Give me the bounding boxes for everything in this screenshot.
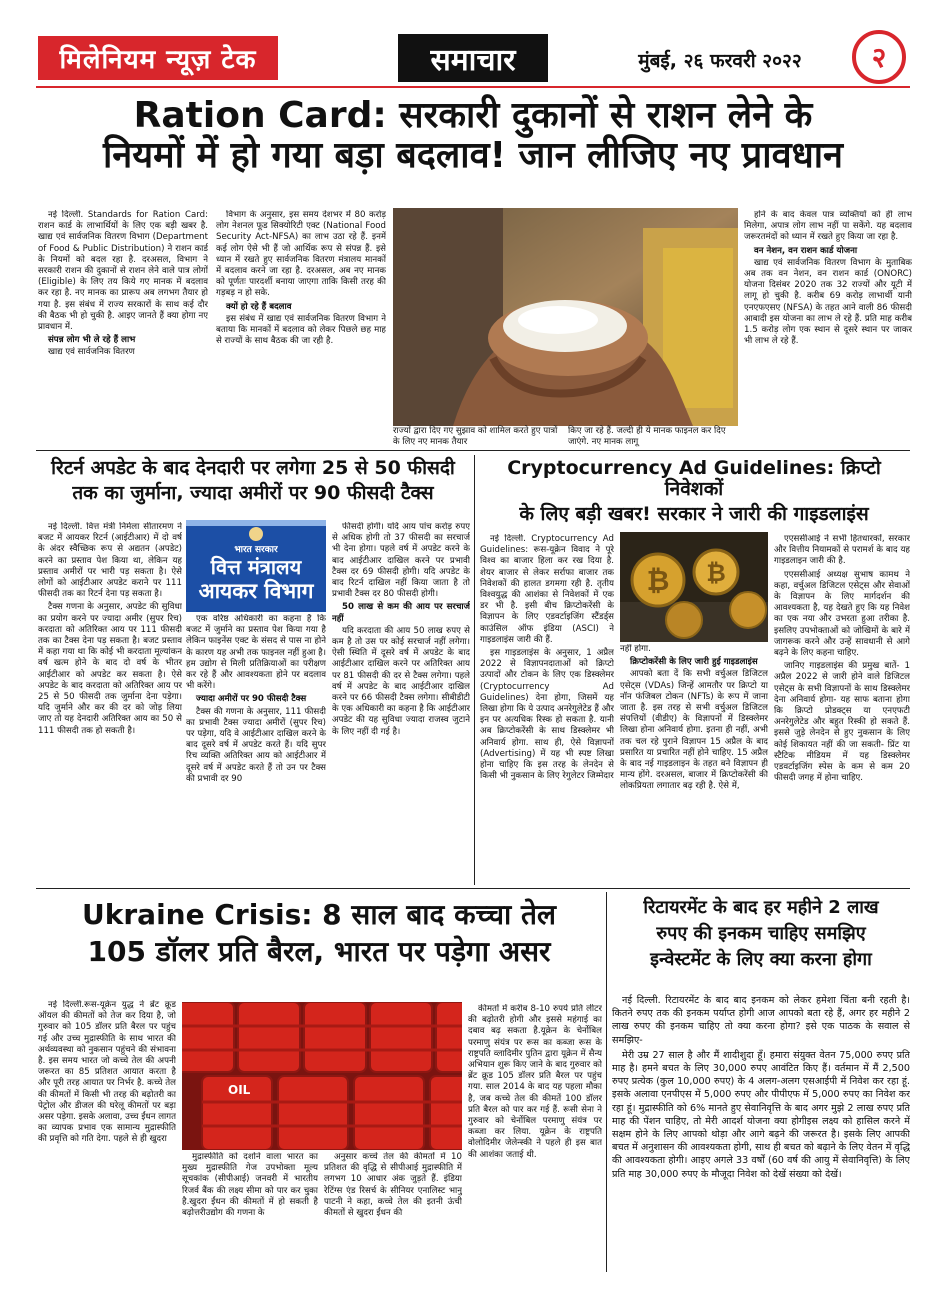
story1-col4-tail: खाद्य एवं सार्वजनिक वितरण विभाग के मुताबिक अब तक वन नेशन, वन राशन कार्ड (ONORC) योजना दिसंबर 2020 तक 32 राज्यों और यूटी में लागू हो चुकी है. करीब 69 करोड़ लाभार्थी यानी एनएफएसए (NFSA) के तहत आने वाली 86 फीसदी आबादी इस योजना का लाभ ले रहे हैं. प्रति माह करीब 1.5 करोड़ लोग एक स्थान से दूसरे स्थान पर जाकर भी लाभ ले रहे हैं. [744,257,912,347]
story1-col4 [744,210,912,446]
story2-col3 [332,522,470,882]
story1-headline [40,96,906,175]
bitcoin-coins-photo [620,532,768,642]
masthead-section [398,34,548,82]
masthead-brand [38,36,278,80]
story1-col4-subhead: वन नेशन, वन राशन कार्ड योजना [754,245,858,256]
story2-col2 [186,614,326,882]
story2-col1-text: नई दिल्ली. वित्त मंत्री निर्मला सीतारमण ने बजट में आयकर रिटर्न (आईटीआर) में दो वर्ष के अंदर स्वैच्छिक रूप से अद्यतन (अपडेट) करने का प्रस्ताव पेश किया था, लेकिन यह प्रस्ताव अमीरों पर भारी पड़ सकता है। ऐसे लोगों को आईटीआर अपडेट कराने पर 111 फीसदी तक का रिटर्न देना पड़ सकता है। [38,522,182,600]
svg-text:₿: ₿ [706,559,726,587]
story4-col1 [38,1000,176,1276]
dateline: मुंबई, २६ फरवरी २०२२ [638,50,802,72]
story4-col2-text: मुद्रास्फीति को दर्शाने वाला भारत का मुख्य मुद्रास्फीति गेज उपभोक्ता मूल्य सूचकांक (सीपीआई) जनवरी में भारतीय रिजर्व बैंक की लक्ष्य सीमा को पार कर चुका है.खुदरा ईंधन की कीमतों में हो सकती है बढ़ोत्तरीउद्योग की गणना के [182,1152,318,1219]
story4-headline-line2: 105 डॉलर प्रति बैरल, भारत पर पड़ेगा असर [87,934,551,968]
story1-col4-text: होने के बाद केवल पात्र व्यक्तियों को ही लाभ मिलेगा, अपात्र लोग लाभ नहीं पा सकेंगे. यह बदलाव जरूरतमंदों को ध्यान में रखते हुए किया जा रहा है. [744,210,912,243]
story4-col2 [182,1152,318,1276]
income-tax-department-sign-photo [186,520,326,612]
divider-2 [36,888,910,889]
masthead-date [600,44,840,76]
story3-headline-line1: Cryptocurrency Ad Guidelines: क्रिप्टो निवेशकों [507,457,881,500]
story3-col3-text-b: एएससीआई अध्यक्ष सुभाष कामथ ने कहा, वर्चुअल डिजिटल एसेट्स और सेवाओं के विज्ञापन के लिए मार्गदर्शन की आवश्यकता है, यह देखते हुए कि यह निवेश का एक नया और उभरता हुआ तरीका है. इसलिए उपभोक्ताओं को जोखिमों के बारे में जागरूक करने और उन्हें सावधानी से आगे बढ़ने के लिए कहना चाहिए. [774,569,910,659]
story1-col1 [38,210,208,446]
story2-headline [36,458,470,504]
story2-col1-text-b: टैक्स गणना के अनुसार, अपडेट की सुविधा का प्रयोग करने पर ज्यादा अमीर (सुपर रिच) करदाता को अतिरिक्त आय पर 111 फीसदी तक का टैक्स देना पड़ सकता है। बजट प्रस्ताव में कहा गया था कि कोई भी करदाता मूल्यांकन वर्ष खत्म होने के बाद दो वर्ष के भीतर आईटीआर को अपडेट कर सकता है। ऐसे अपडेट के बाद करदाता को अतिरिक्त आय पर 25 से 50 फीसदी तक जुर्माना देना पड़ेगा। यदि जुर्माने और कर की दर को जोड़ लिया जाए तो यह देनदारी अतिरिक्त आय का 50 से 111 फीसदी तक हो सकती है। [38,602,182,736]
story3-col3-text-c: जानिए गाइडलाइंस की प्रमुख बातें- 1 अप्रैल 2022 से जारी होने वाले डिजिटल एसेट्स के सभी विज्ञापनों के साथ डिस्क्लेमर देना अनिवार्य होगा- यह साफ बताना होगा कि क्रिप्टो प्रोडक्ट्स या एनएफटी अनरेगुलेटेड और बहुत रिस्की हो सकते हैं. इससे जुड़े लेनदेन से हुए नुकसान के लिए कोई शिकायत नहीं की जा सकती- प्रिंट या स्टैटिक मीडियम में यह डिस्क्लेमर एडवर्टाइजिंग स्पेस के कम से कम 20 फीसदी जगह में होना चाहिए. [774,661,910,784]
story3-headline-line2: के लिए बड़ी खबर! सरकार ने जारी की गाइडलाइंस [519,502,869,525]
story2-col2-tail: टैक्स की गणना के अनुसार, 111 फीसदी का प्रभावी टैक्स ज्यादा अमीरों (सुपर रिच) पर पड़ेगा, यदि वे आईटीआर दाखिल करने के बाद दूसरे वर्ष में अपडेट करते हैं। यदि सुपर रिच व्यक्ति अतिरिक्त आय को आईटीआर में दूसरे वर्ष में अपडेट करते हैं तो उन पर टैक्स की प्रभावी दर 90 [186,706,326,784]
story1-col2-tail: इस संबंध में खाद्य एवं सार्वजनिक वितरण विभाग ने बताया कि मानकों में बदलाव को लेकर पिछले छह माह से राज्यों के साथ बैठक की जा रही है. [216,313,386,347]
story5-headline-line1: रिटायरमेंट के बाद हर महीने 2 लाख [643,897,879,918]
story4-headline [36,900,602,968]
story4-col3-text: अनुसार कच्चे तेल की कीमतों में 10 प्रतिशत की वृद्धि से सीपीआई मुद्रास्फीति में लगभग 10 आधार अंक जुड़ते हैं. इंडिया रेटिंग्स एंड रिसर्च के सीनियर एनालिस्ट भानु पाटनी ने कहा, कच्चे तेल की इतनी ऊंची कीमतों से खुदरा ईंधन की [324,1152,462,1219]
story2-col3-subhead: 50 लाख से कम की आय पर सरचार्ज नहीं [332,602,470,624]
story1-col1-tail: खाद्य एवं सार्वजनिक वितरण [48,347,135,358]
divider-v2 [606,892,607,1272]
story2-col2-subhead: ज्यादा अमीरों पर 90 फीसदी टैक्स [196,694,307,705]
story5-headline [612,898,910,969]
story5-body-text-b: मेरी उम्र 27 साल है और मैं शादीशुदा हूँ। हमारा संयुक्त वेतन 75,000 रुपए प्रति माह है। हमने बचत के लिए 30,000 रुपए आवंटित किए हैं। वर्तमान में मैं 2,500 रुपए प्रत्येक (कुल 10,000 रुपए) के 4 अलग-अलग एसआईपी में निवेश कर रहा हूं. इसके अलावा एनपीएस में 5,000 रुपए और पीपीएफ में 5,000 रुपए का निवेश कर रहा हूं। मुद्रास्फीति को 6% मानते हुए सेवानिवृत्ति के बाद अगर मुझे 2 लाख रुपए प्रति माह की पेंशन चाहिए, तो मेरी आदर्श योजना क्या होगीइस लक्ष्य को हासिल करने में सक्षम होने के लिए आपको थोड़ा और आगे बढ़ने की जरूरत है। इसके लिए आपकी बचत में अनुशासन की आवश्यकता होगी, साथ ही बचत को बढ़ाने के लिए वेतन में वृद्धि की आवश्यकता होगी। आइए अगले 33 वर्षों (60 वर्ष की आयु में सेवानिवृत्ति) के लिए प्रति माह 30,000 रुपए के मौजूदा निवेश को देखें संख्या को देखें। [612,1049,910,1180]
story1-headline-line1: Ration Card: सरकारी दुकानों से राशन लेने के [133,95,813,136]
story2-col1 [38,522,182,882]
story1-col1-text: नई दिल्ली. Standards for Ration Card: राशन कार्ड के लाभार्थियों के लिए एक बड़ी खबर है. खाद्य एवं सार्वजनिक वितरण विभाग (Department of Food & Public Distribution) ने राशन कार्ड के नियमों को बदल रहा है. दरअसल, विभाग ने सरकारी राशन की दुकानों से राशन लेने वाले पात्र लोगों (Eligible) के लिए तय किये गए मानक में बदलाव कर रहा है. नए मानक का प्रारूप अब लगभग तैयार हो गया है. इस संबंध में राज्य सरकारों के साथ कई दौर की बैठक भी हो चुकी है. आइए जानते हैं क्या होगा नए प्रावधान में. [38,210,208,333]
hands-holding-rice-photo [393,208,738,426]
story4-headline-line1: Ukraine Crisis: 8 साल बाद कच्चा तेल [82,898,556,931]
story3-headline [478,458,910,525]
story1-col2 [216,210,386,446]
story5-headline-line3: इन्वेस्टमेंट के लिए क्या करना होगा [650,948,872,970]
page-number-badge [852,30,906,84]
tax-sign-line2: वित्त मंत्रालय [210,555,302,579]
svg-text:OIL: OIL [228,1083,251,1097]
story2-col3-text: फीसदी होगी। यदि आय पांच करोड़ रुपए से अधिक होगी तो 37 फीसदी का सरचार्ज भी देना होगा। पहले वर्ष में अपडेट करने के बाद आईटीआर दाखिल करने पर प्रभावी टैक्स दर 69 फीसदी होगी। यदि अपडेट के बाद रिटर्न दाखिल नहीं किया जाता है तो प्रभावी टैक्स दर 80 फीसदी होगी। [332,522,470,600]
brand-name: मिलेनियम न्यूज़ टेक [59,45,257,75]
divider-v1 [474,455,475,885]
story3-col1-text: नई दिल्ली. Cryptocurrency Ad Guidelines: रूस-यूक्रेन विवाद ने पूरे विश्व का बाजार हिला कर रख दिया है. शेयर बाजार से लेकर सर्राफा बाजार तक निवेशकों की हालत डगमगा रही है. तृतीय विश्वयुद्ध की आशंका से निवेशकों में एक डर भी है. इसी बीच क्रिप्टोकरेंसी के विज्ञापन के लिए एडवर्टाइजिंग स्टैंडर्ड्स काउंसिल ऑफ इंडिया (ASCI) ने गाइडलाइंस जारी की हैं. [480,534,614,645]
oil-barrels-photo [182,1002,462,1150]
divider-1 [36,450,910,451]
page-number: २ [871,41,887,74]
tax-sign-line3: आयकर विभाग [198,579,314,603]
story2-headline-line1: रिटर्न अपडेट के बाद देनदारी पर लगेगा 25 से 50 फीसदी [51,457,455,479]
story3-col2-text: आपको बता दें कि सभी वर्चुअल डिजिटल एसेट्स (VDAs) जिन्हें आमतौर पर क्रिप्टो या नॉन फंजिबल टोकन (NFTs) के रूप में जाना जाता है. इस तरह से सभी वर्चुअल डिजिटल संपत्तियों (वीडीए) के विज्ञापनों में डिस्क्लेमर लिखा होना अनिवार्य होगा. इतना ही नहीं, अभी तक चल रहे पुराने विज्ञापन 15 अप्रैल के बाद प्रसारित या प्रचारित नहीं होने चाहिए. 15 अप्रैल के बाद नई गाइडलाइन के तहत बने विज्ञापन ही मान्य होंगे. दरअसल, बाजार में क्रिप्टोकरेंसी की लोकप्रियता लगातार बढ़ रही है. ऐसे में, [620,669,768,792]
story1-col2-text: विभाग के अनुसार, इस समय देशभर में 80 करोड़ लोग नेशनल फूड सिक्योरिटी एक्ट (National Food Security Act-NFSA) का लाभ उठा रहे हैं. इनमें कई लोग ऐसे भी हैं जो आर्थिक रूप से संपन्न हैं. इसे ध्यान में रखते हुए सार्वजनिक वितरण मंत्रालय मानकों में बदलाव करने जा रहा है. दरअसल, अब नए मानक को पूर्णतः पारदर्शी बनाया जाएगा ताकि किसी तरह की गड़बड़ न हो सके. [216,210,386,299]
story3-col1 [480,534,614,884]
story4-col1-text: नई दिल्ली.रूस-यूक्रेन युद्ध ने ब्रेंट क्रूड ऑयल की कीमतों को तेज कर दिया है, जो गुरुवार को 105 डॉलर प्रति बैरल पर पहुंच गई और उच्च मुद्रास्फीति के साथ भारत की अर्थव्यवस्था को नुकसान पहुंचने की संभावना है. इस समय भारत जो कच्चे तेल की अपनी जरूरत का 85 प्रतिशत आयात करता है और पूरी तरह आयात पर निर्भर है. कच्चे तेल की कीमतों में किसी भी तरह की बढ़ोतरी का पेट्रोल और डीजल की घरेलू कीमतों पर बड़ा असर पड़ेगा. इसके अलावा, उच्च ईंधन लागत का व्यापक प्रभाव एक सामान्य मुद्रास्फीति की प्रवृत्ति को गति देगा. पहले से ही खुदरा [38,1000,176,1145]
story1-caption-left: राज्यों द्वारा दिए गए सुझाव को शामिल करते हुए पात्रों के लिए नए मानक तैयार [393,426,558,447]
masthead-rule [36,86,910,88]
story1-caption-right: किए जा रहे हैं. जल्दी ही ये मानक फाइनल कर दिए जाएंगे. नए मानक लागू [568,426,726,447]
story3-col2-subhead: क्रिप्टोकरेंसी के लिए जारी हुई गाइडलाइंस [630,657,758,668]
story2-headline-line2: तक का जुर्माना, ज्यादा अमीरों पर 90 फीसदी टैक्स [72,481,434,504]
section-name: समाचार [430,42,516,78]
story5-headline-line2: रुपए की इनकम चाहिए समझिए [656,922,866,944]
story4-col4 [468,1004,602,1276]
tax-sign-line1: भारत सरकार [234,545,278,555]
story4-col4-text: कीमतों में करीब 8-10 रुपये प्रति लीटर की बढ़ोतरी होगी और इससे महंगाई का दबाव बढ़ सकता है.यूक्रेन के चेर्नोबिल परमाणु संयंत्र पर रूस का कब्जा रूस के राष्ट्रपति व्लादिमीर पुतिन द्वारा यूक्रेन में सैन्य अभियान शुरू किए जाने के बाद गुरुवार को ब्रेंट क्रूड 105 डॉलर प्रति बैरल पर पहुंच गया. साल 2014 के बाद यह पहला मौका है, जब कच्चे तेल की कीमतें 100 डॉलर प्रति बैरल को पार कर गई हैं. रूसी सेना ने गुरुवार को चेर्नोबिल परमाणु संयंत्र पर कब्जा कर लिया. यूक्रेन के राष्ट्रपति वोलोदिमीर जेलेन्स्की ने पहले ही इस बात की आशंका जताई थी. [468,1004,602,1160]
story1-col1-subhead: संपन्न लोग भी ले रहे हैं लाभ [48,335,136,346]
story3-col1-text-b: इस गाइडलाइंस के अनुसार, 1 अप्रैल 2022 से विज्ञापनदाताओं को क्रिप्टो उत्पादों और टोकन के लिए एक डिस्क्लेमर (Cryptocurrency Ad Guidelines) देना होगा, जिसमें यह लिखा होगा कि ये उत्पाद अनरेगुलेटेड हैं और इन पर अत्यधिक रिस्क हो सकता है. यानी अब क्रिप्टोकरेंसी के साथ डिस्क्लेमर भी अनिवार्य होगा. साथ ही, ऐसे विज्ञापनों (Advertising) में यह भी स्पष्ट लिखा होना चाहिए कि इस तरह के लेनदेन से किसी भी नुकसान के लिए रेगुलेटर जिम्मेदार [480,648,614,782]
story4-col3 [324,1152,462,1276]
svg-text:₿: ₿ [646,564,670,597]
story3-col3-text: एएससीआई ने सभी हितधारकों, सरकार और वित्तीय नियामकों से परामर्श के बाद यह गाइडलाइन जारी की है. [774,534,910,567]
story2-col3-tail: यदि करदाता की आय 50 लाख रुपए से कम है तो उस पर कोई सरचार्ज नहीं लगेगा। ऐसी स्थिति में दूसरे वर्ष में अपडेट के बाद आईटीआर दाखिल करने पर अतिरिक्त आय पर 81 फीसदी की दर से टैक्स लगेगा। पहले वर्ष में अपडेट के बाद आईटीआर दाखिल करने पर 66 फीसदी टैक्स लगेगा। सीबीडीटी के एक अधिकारी का कहना है कि आईटीआर अपडेट की यह सुविधा ज्यादा राजस्व जुटाने के लिए नहीं दी गई है। [332,625,470,737]
story3-col2 [620,644,768,884]
story2-col2-text: एक वरिष्ठ अधिकारी का कहना है कि बजट में जुर्माने का प्रस्ताव पेश किया गया है लेकिन फाइनेंस एक्ट के संसद से पास ना होने के कारण यह अभी तक फाइनल नहीं हुआ है। हम उद्योग से मिली प्रतिक्रियाओं का परीक्षण कर रहे हैं और आवश्यकता होने पर बदलाव भी करेंगे। [186,614,326,692]
story3-col3 [774,534,910,884]
story5-body [612,994,910,1276]
story1-headline-line2: नियमों में हो गया बड़ा बदलाव! जान लीजिए नए प्रावधान [102,134,844,176]
story1-col2-subhead: क्यों हो रहे हैं बदलाव [226,301,292,312]
story3-col2-top: नहीं होगा. [620,644,651,654]
story5-body-text: नई दिल्ली. रिटायरमेंट के बाद बाद इनकम को लेकर हमेशा चिंता बनी रहती है। कितने रुपए तक की इनकम पर्याप्त होगी आज आपको बता रहे हैं, अगर हर महीने 2 लाख रुपए की इनकम चाहिए तो क्या करना होगा? इसे एक पाठक के सवाल से समझिए- [612,995,910,1046]
